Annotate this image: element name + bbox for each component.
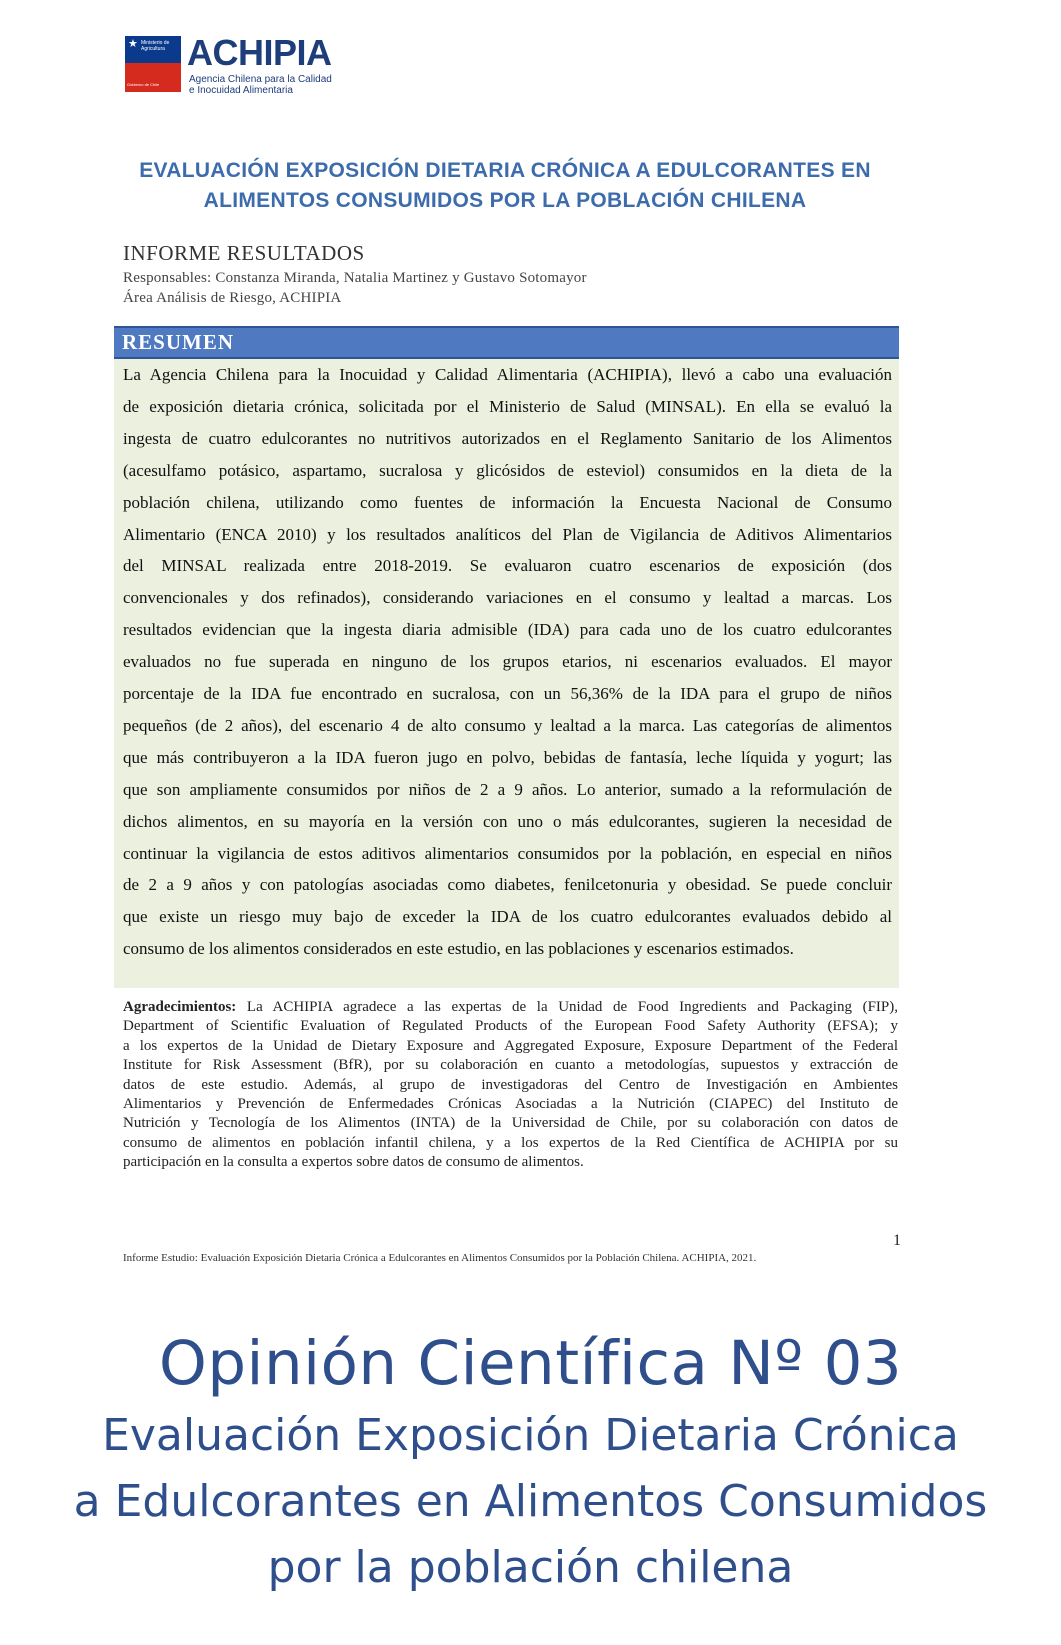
ack-line: Department of Scientific Evaluation of Regulated Products of the European Food Safety Authority (EFSA); y: [123, 1018, 898, 1035]
star-icon: ★: [128, 37, 138, 50]
summary-line: población chilena, utilizando como fuentes de información la Encuesta Nacional de Consumo: [123, 492, 892, 512]
ack-line: Nutrición y Tecnología de los Alimentos (INTA) de la Universidad de Chile, por su colaboración con datos de: [123, 1115, 898, 1132]
responsables-line: Responsables: Constanza Miranda, Natalia Martinez y Gustavo Sotomayor: [123, 270, 587, 286]
summary-line: de 2 a 9 años y con patologías asociadas como diabetes, fenilcetonuria y obesidad. Se puede concluir: [123, 875, 892, 895]
summary-line: de exposición dietaria crónica, solicitada por el Ministerio de Salud (MINSAL). En ella se evaluó la: [123, 396, 892, 416]
report-type: INFORME RESULTADOS: [123, 241, 365, 265]
document-title: EVALUACIÓN EXPOSICIÓN DIETARIA CRÓNICA A EDULCORANTES EN ALIMENTOS CONSUMIDOS POR LA POBLACIÓN CHILENA: [139, 159, 871, 212]
government-label: Gobierno de Chile: [127, 82, 160, 87]
caption-subtitle-line2: a Edulcorantes en Alimentos Consumidos: [73, 1476, 988, 1527]
summary-line: continuar la vigilancia de estos aditivos alimentarios consumidos por la población, en especial en niños: [123, 843, 892, 863]
summary-line: que son ampliamente consumidos por niños de 2 a 9 años. Lo anterior, sumado a la reformulación de: [123, 779, 892, 799]
summary-line: Alimentario (ENCA 2010) y los resultados analíticos del Plan de Vigilancia de Aditivos Alimentarios: [123, 524, 892, 544]
ack-line: consumo de alimentos en población infantil chilena, y a los expertos de la Red Científica de ACHIPIA por su: [123, 1134, 898, 1151]
summary-body: [114, 359, 899, 988]
summary-line: que existe un riesgo muy bajo de exceder la IDA de los cuatro edulcorantes evaluados debido al: [123, 907, 892, 927]
summary-line: evaluados no fue superada en ninguno de los grupos etarios, ni escenarios evaluados. El mayor: [123, 652, 892, 672]
ack-line: Institute for Risk Assessment (BfR), por su colaboración en cuanto a metodologías, supuestos y extracción de: [123, 1057, 898, 1074]
summary-line: que más contribuyeron a la IDA fueron jugo en polvo, bebidas de fantasía, leche líquida y yogurt; las: [123, 747, 892, 767]
brand-name: ACHIPIA: [187, 32, 332, 73]
summary-heading-bar: [114, 326, 899, 359]
ack-line: participación en la consulta a expertos sobre datos de consumo de alimentos.: [123, 1154, 584, 1171]
summary-line: dichos alimentos, en su mayoría en la versión con uno o más edulcorantes, sugieren la necesidad de: [123, 811, 892, 831]
ack-line: a los expertos de la Unidad de Dietary Exposure and Aggregated Exposure, Exposure Department of the Federal: [123, 1037, 898, 1054]
summary-line: La Agencia Chilena para la Inocuidad y Calidad Alimentaria (ACHIPIA), llevó a cabo una evaluación: [123, 365, 892, 384]
ack-line: Alimentarios y Prevención de Enfermedades Crónicas Asociadas a la Nutrición (CIAPEC) del Instituto de: [123, 1096, 898, 1112]
summary-line: porcentaje de la IDA fue encontrado en sucralosa, con un 56,36% de la IDA para el grupo de niños: [123, 684, 892, 703]
summary-line: (acesulfamo potásico, aspartamo, sucralosa y glicósidos de esteviol) consumidos en la dieta de la: [123, 460, 892, 480]
achipia-logo: [125, 32, 365, 98]
ack-line: datos de este estudio. Además, al grupo de investigadoras del Centro de Investigación en Ambientes: [123, 1076, 898, 1093]
summary-line: consumo de los alimentos considerados en este estudio, en las poblaciones y escenarios estimados.: [123, 939, 794, 959]
ministry-label: Ministerio de Agricultura: [141, 40, 170, 52]
caption-subtitle-line3: por la población chilena: [267, 1542, 794, 1593]
footer-citation: Informe Estudio: Evaluación Exposición Dietaria Crónica a Edulcorantes en Alimentos Consumidos por la Población Chilena. ACHIPIA, 2021.: [123, 1252, 757, 1264]
summary-line: convencionales y dos refinados), considerando variaciones en el consumo y lealtad a marcas. Los: [123, 588, 892, 608]
caption-title: Opinión Científica Nº 03: [158, 1328, 903, 1399]
summary-line: resultados evidencian que la ingesta diaria admisible (IDA) para cada uno de los cuatro edulcorantes: [123, 620, 892, 640]
ack-line: Agradecimientos: La ACHIPIA agradece a las expertas de la Unidad de Food Ingredients and Packaging (FIP),: [123, 999, 898, 1015]
summary-line: del MINSAL realizada entre 2018-2019. Se evaluaron cuatro escenarios de exposición (dos: [123, 556, 892, 576]
summary-line: pequeños (de 2 años), del escenario 4 de alto consumo y lealtad a la marca. Las categorías de alimentos: [123, 715, 892, 735]
brand-tagline: Agencia Chilena para la Calidad e Inocuidad Alimentaria: [189, 74, 332, 96]
caption-subtitle-line1: Evaluación Exposición Dietaria Crónica: [102, 1410, 959, 1461]
ack-label: Agradecimientos:: [123, 999, 237, 1015]
area-line: Área Análisis de Riesgo, ACHIPIA: [123, 290, 342, 306]
summary-line: ingesta de cuatro edulcorantes no nutritivos autorizados en el Reglamento Sanitario de los Alimentos: [123, 428, 892, 448]
chile-government-emblem: [125, 36, 181, 92]
summary-heading: RESUMEN: [122, 330, 235, 354]
page-number: 1: [893, 1232, 901, 1249]
